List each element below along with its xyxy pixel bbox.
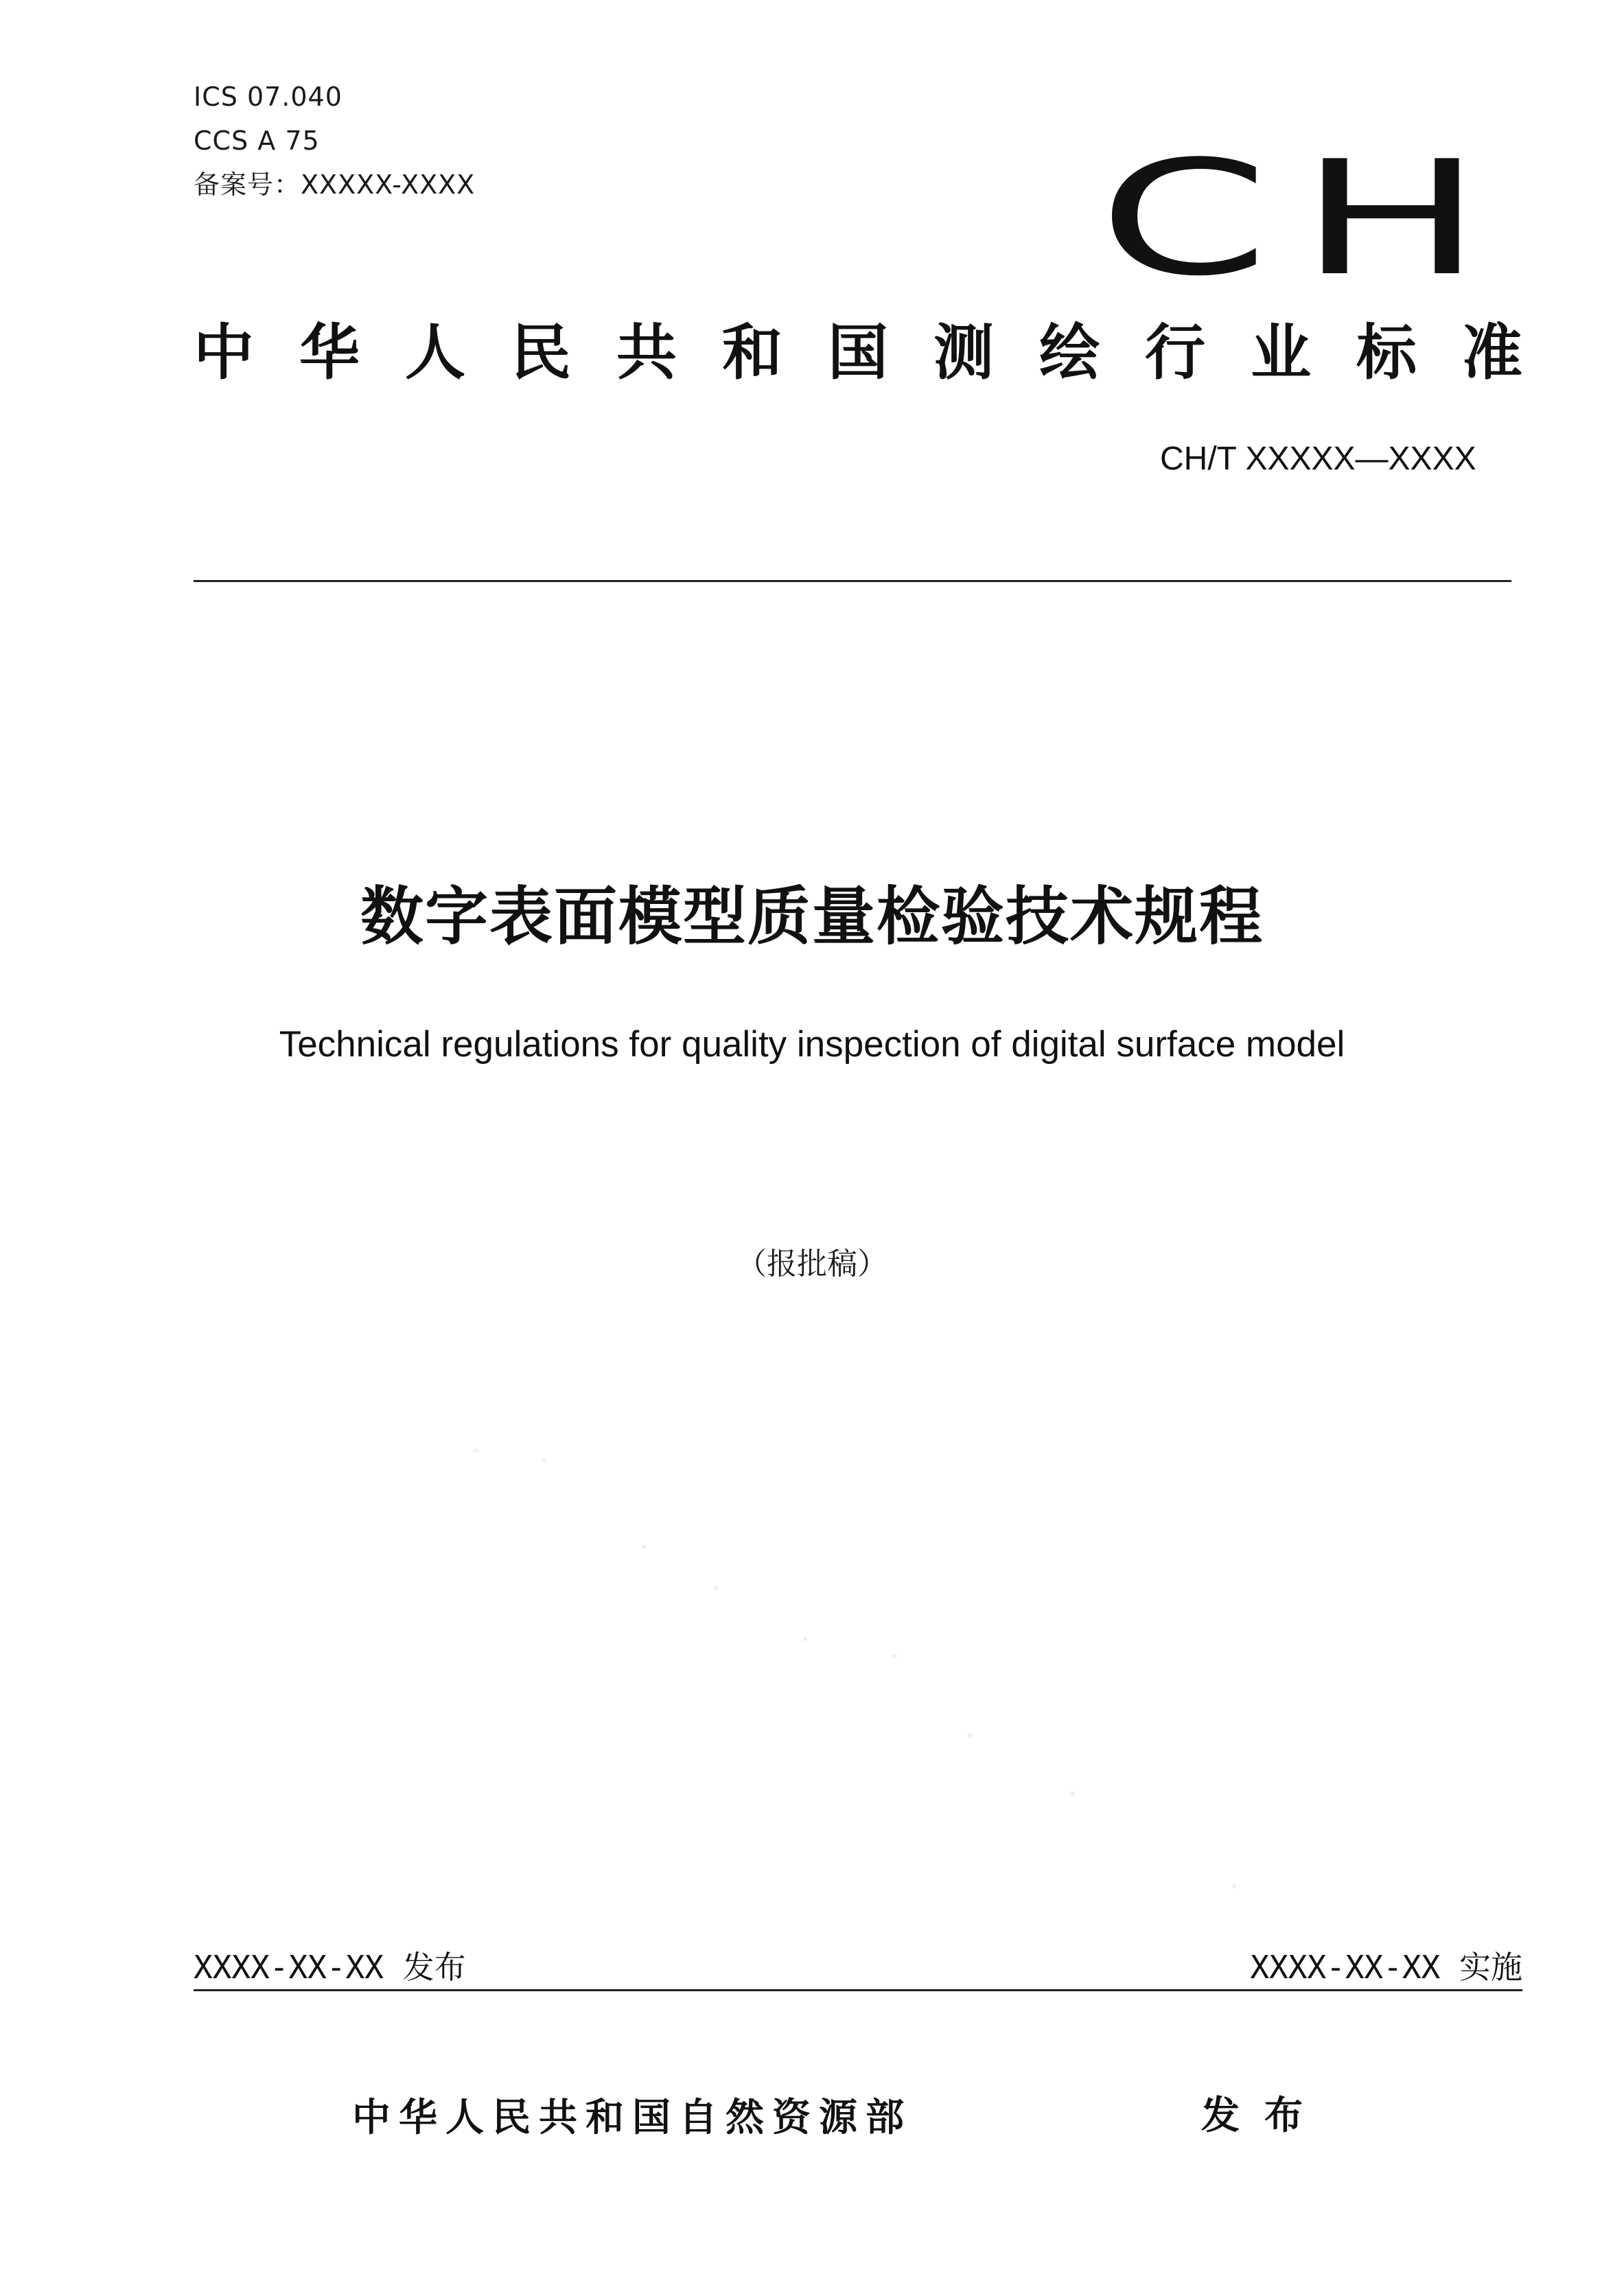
implementation-date: XXXX-XX-XX 实施 [1250,1949,1522,1986]
standard-category-title: 中华人民共和国测绘行业标准 [194,317,1568,388]
scan-speck [1071,1791,1075,1796]
standard-number: CH/T XXXXX—XXXX [1160,441,1476,477]
draft-status: （报批稿） [736,1246,888,1282]
scan-speck [892,1654,896,1658]
filing-number: 备案号：XXXXX-XXXX [194,170,476,200]
ics-code: ICS 07.040 [194,82,343,112]
issuing-authority: 中华人民共和国自然资源部 [352,2096,912,2140]
document-title-chinese: 数字表面模型质量检验技术规程 [360,880,1264,953]
ch-logo: CH [1098,128,1513,311]
scan-speck [542,1459,546,1463]
document-title-english: Technical regulations for quality inspection of digital surface model [279,1024,1345,1065]
scan-speck [474,1448,478,1452]
release-date: XXXX-XX-XX 发布 [194,1949,466,1986]
scan-speck [642,1544,646,1549]
scan-speck [714,1586,718,1590]
dates-divider [194,1989,1522,1991]
scan-speck [1232,1884,1236,1888]
scan-speck [968,1733,972,1737]
issue-action: 发布 [1201,2094,1327,2138]
ccs-code: CCS A 75 [194,126,320,156]
header-divider [194,580,1511,582]
scan-speck [803,1637,807,1641]
